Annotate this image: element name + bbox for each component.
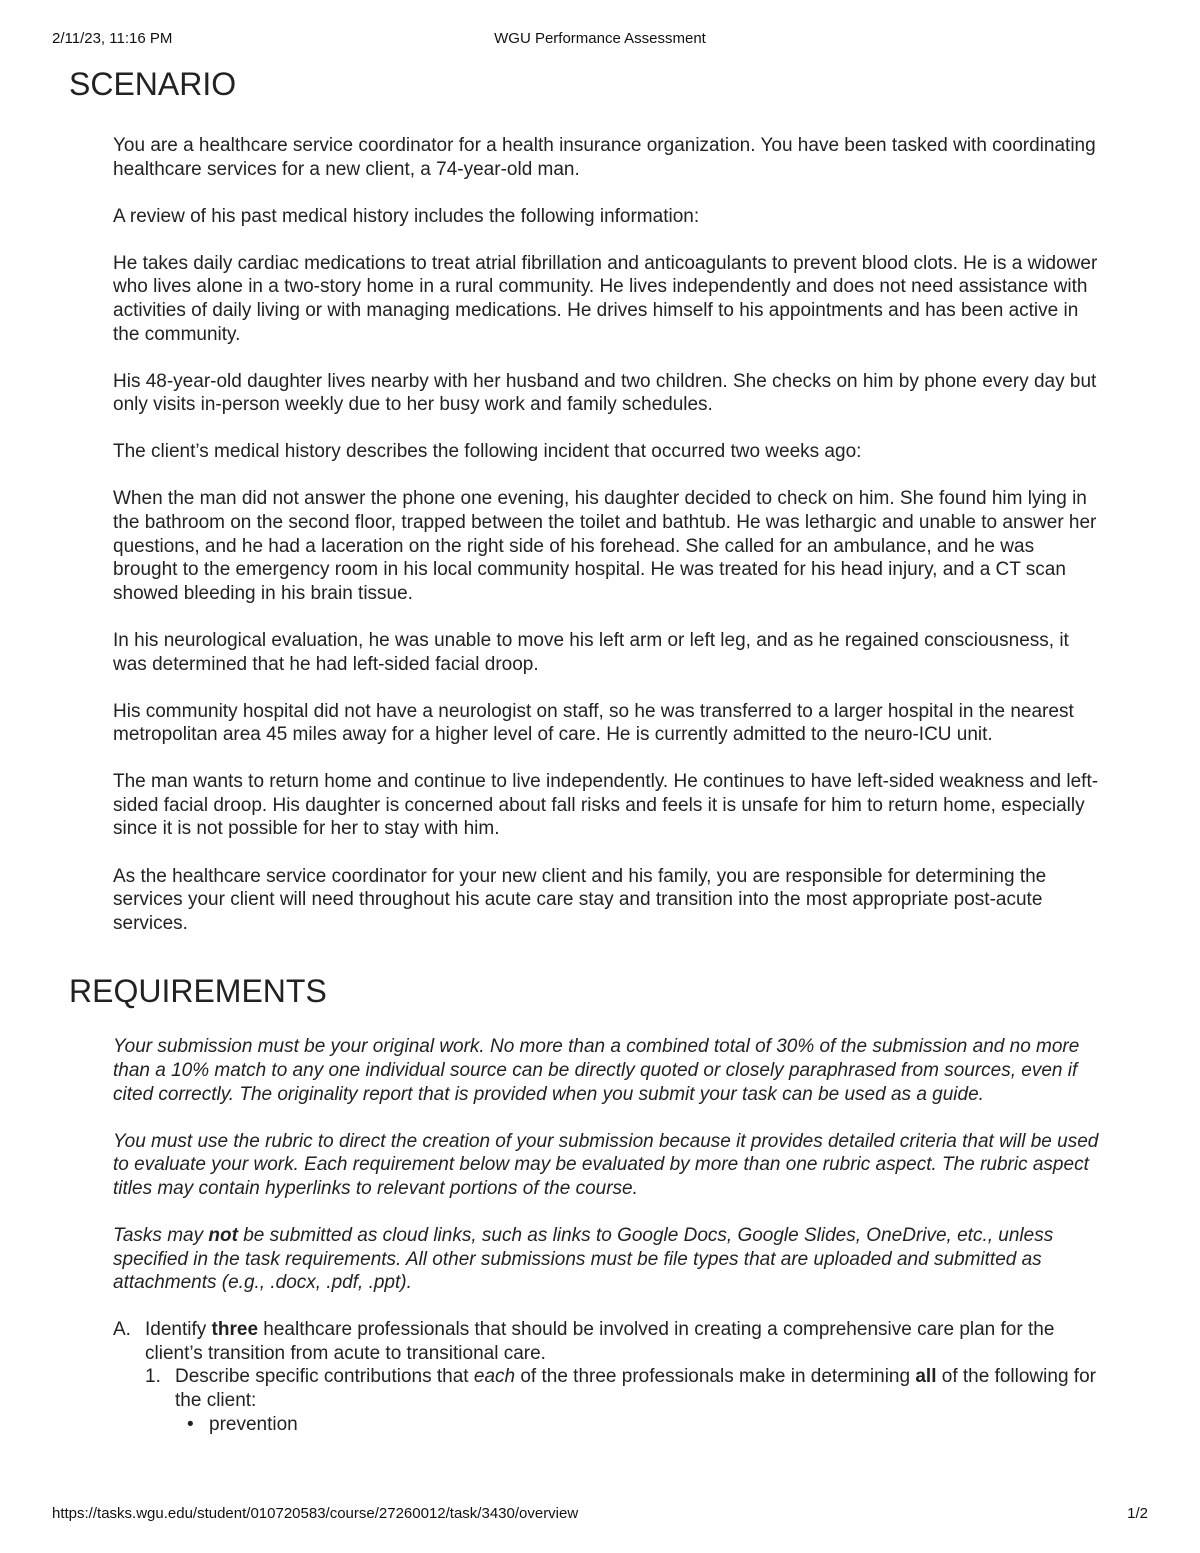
bullet-icon: • [187,1413,194,1435]
task-text: healthcare professionals that should be involved in creating a comprehensive care plan for the client’s transition from acute to transitional care. [145,1319,1055,1364]
subtask-emphasis: all [915,1366,937,1388]
document-content [0,64,1200,1436]
cloud-links-emphasis: not [208,1224,238,1246]
scenario-heading: SCENARIO [69,66,237,102]
scenario-paragraph: A review of his past medical history includes the following information: [113,205,700,227]
task-text: Identify [145,1319,212,1341]
bullet-text: prevention [209,1413,298,1435]
task-list [113,1318,1100,1436]
scenario-paragraph: When the man did not answer the phone one evening, his daughter decided to check on him. She found him lying in the bathroom on the second floor, trapped between the toilet and bathtub. He was lethargic and unable to answer her questions, and he had a laceration on the right side of his forehead. She called for an ambulance, and he was brought to the emergency room in his local community hospital. He was treated for his head injury, and a CT scan showed bleeding in his brain tissue. [113,488,1097,604]
print-datetime: 2/11/23, 11:16 PM [52,30,173,47]
requirements-body [0,1035,1200,1436]
scenario-paragraph: The man wants to return home and continue to live independently. He continues to have left-sided weakness and left-sided facial droop. His daughter is concerned about fall risks and feels it is unsafe for him to return home, especially since it is not possible for her to stay with him. [113,771,1099,840]
subtask-text: of the three professionals make in determining [515,1366,916,1388]
rubric-note: You must use the rubric to direct the creation of your submission because it provides detailed criteria that will be used to evaluate your work. Each requirement below may be evaluated by more than one rubric aspect. The rubric aspect titles may contain hyperlinks to relevant portions of the course. [113,1130,1099,1199]
subtask-marker: 1. [145,1366,161,1388]
scenario-paragraph: His 48-year-old daughter lives nearby with her husband and two children. She checks on him by phone every day but only visits in-person weekly due to her busy work and family schedules. [113,370,1097,416]
cloud-links-note [113,1224,1100,1295]
print-page-number: 1/2 [1127,1505,1148,1522]
task-item-a [113,1318,1100,1436]
scenario-paragraph: The client’s medical history describes the following incident that occurred two weeks ago: [113,441,862,463]
scenario-paragraph: His community hospital did not have a neurologist on staff, so he was transferred to a larger hospital in the nearest metropolitan area 45 miles away for a higher level of care. He is currently admitted to the neuro-ICU unit. [113,700,1074,746]
subtask-list [145,1365,1100,1436]
print-page-title: WGU Performance Assessment [494,30,706,47]
subtask-item-a1 [145,1365,1100,1436]
requirements-heading: REQUIREMENTS [69,973,327,1010]
scenario-paragraph: He takes daily cardiac medications to treat atrial fibrillation and anticoagulants to prevent blood clots. He is a widower who lives alone in a two-story home in a rural community. He lives independently and does not need assistance with activities of daily living or with managing medications. He drives himself to his appointments and has been active in the community. [113,252,1098,345]
scenario-paragraph: You are a healthcare service coordinator for a health insurance organization. You have been tasked with coordinating healthcare services for a new client, a 74-year-old man. [113,135,1096,180]
subtask-text: of the following for the client: [175,1366,1096,1411]
print-header [52,30,1148,50]
bullet-list [175,1413,1100,1437]
subtask-italic: each [473,1366,516,1388]
task-marker: A. [113,1319,131,1341]
scenario-paragraph: As the healthcare service coordinator for your new client and his family, you are responsible for determining the services your client will need throughout his acute care stay and transition into the most appropriate post-acute services. [113,865,1047,934]
requirements-notes [113,1035,1100,1294]
originality-note: Your submission must be your original work. No more than a combined total of 30% of the submission and no more than a 10% match to any one individual source can be directly quoted or closely paraphrased from sources, even if cited correctly. The originality report that is provided when you submit your task can be used as a guide. [113,1036,1080,1105]
scenario-body [0,134,1200,935]
scenario-paragraph: In his neurological evaluation, he was unable to move his left arm or left leg, and as he regained consciousness, it was determined that he had left-sided facial droop. [113,629,1069,675]
print-footer [52,1505,1148,1525]
task-emphasis: three [211,1319,259,1341]
subtask-text: Describe specific contributions that [175,1366,474,1388]
print-url: https://tasks.wgu.edu/student/010720583/course/27260012/task/3430/overview [52,1505,579,1522]
cloud-links-text: be submitted as cloud links, such as links to Google Docs, Google Slides, OneDrive, etc., unless specified in the task requirements. All other submissions must be file types that are uploaded and submitted as attachments (e.g., .docx, .pdf, .ppt). [113,1224,1054,1294]
bullet-item [175,1413,1100,1437]
cloud-links-text: Tasks may [113,1224,209,1246]
